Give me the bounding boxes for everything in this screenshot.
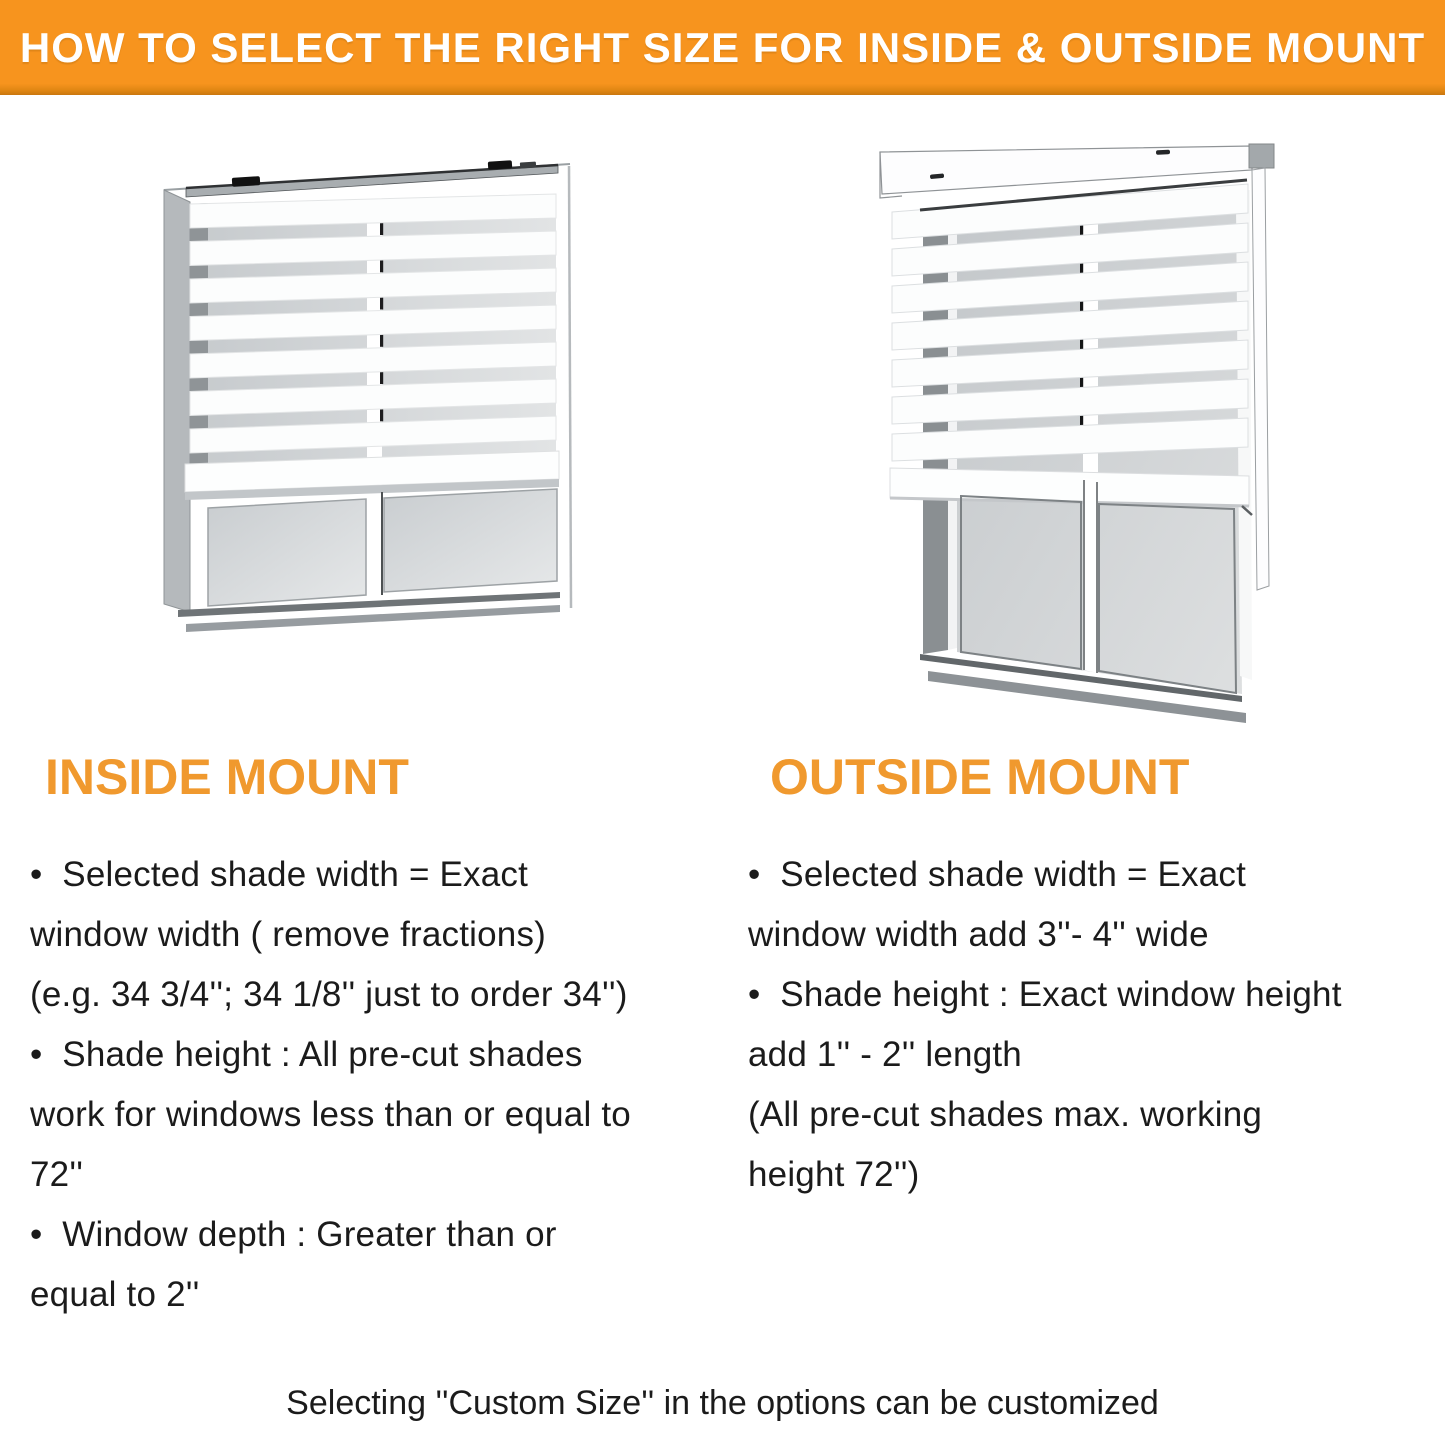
outside-mount-instructions <box>748 845 1428 1205</box>
glass-pane-right <box>384 489 557 592</box>
instruction-line: (e.g. 34 3/4''; 34 1/8'' just to order 34'') <box>30 975 628 1014</box>
instruction-line: • Shade height : Exact window height <box>748 975 1342 1014</box>
mount-bracket <box>232 176 261 187</box>
window-left-jamb <box>164 190 190 612</box>
inside-mount-heading: INSIDE MOUNT <box>45 749 409 805</box>
instruction-line: • Shade height : All pre-cut shades <box>30 1035 583 1074</box>
instruction-line: • Window depth : Greater than or <box>30 1215 557 1254</box>
wall-slab <box>880 146 1252 194</box>
outside-mount-window-drawing <box>840 128 1300 768</box>
instruction-line: 72'' <box>30 1155 84 1194</box>
instruction-line: (All pre-cut shades max. working <box>748 1095 1263 1134</box>
inside-mount-instructions <box>30 845 730 1325</box>
right-frame-strip <box>1252 168 1269 590</box>
instruction-line: equal to 2'' <box>30 1275 200 1314</box>
zebra-shade <box>185 194 559 500</box>
instruction-line: height 72'') <box>748 1155 920 1194</box>
instruction-line: window width add 3''- 4'' wide <box>748 915 1209 954</box>
screw-slot <box>1156 150 1170 155</box>
inside-mount-illustration <box>128 140 628 740</box>
mount-bracket <box>520 162 536 169</box>
mount-block <box>1249 144 1274 168</box>
headrail <box>186 160 558 197</box>
page-title: HOW TO SELECT THE RIGHT SIZE FOR INSIDE & OUTSIDE MOUNT <box>19 23 1426 71</box>
footer-note: Selecting ''Custom Size'' in the options can be customized <box>286 1384 1159 1422</box>
lower-window <box>178 489 560 632</box>
mount-bracket <box>488 160 512 169</box>
instruction-line: work for windows less than or equal to <box>30 1095 631 1134</box>
outside-mount-illustration <box>840 128 1300 768</box>
inside-mount-window-drawing <box>128 140 628 740</box>
instruction-line: add 1'' - 2'' length <box>748 1035 1022 1074</box>
instruction-line: window width ( remove fractions) <box>30 915 547 954</box>
mullion <box>1083 478 1098 673</box>
instruction-line: • Selected shade width = Exact <box>748 855 1247 894</box>
glass-pane-left <box>208 499 366 606</box>
header-banner <box>0 0 1445 95</box>
outside-mount-heading: OUTSIDE MOUNT <box>770 749 1190 805</box>
instruction-line: • Selected shade width = Exact <box>30 855 529 894</box>
